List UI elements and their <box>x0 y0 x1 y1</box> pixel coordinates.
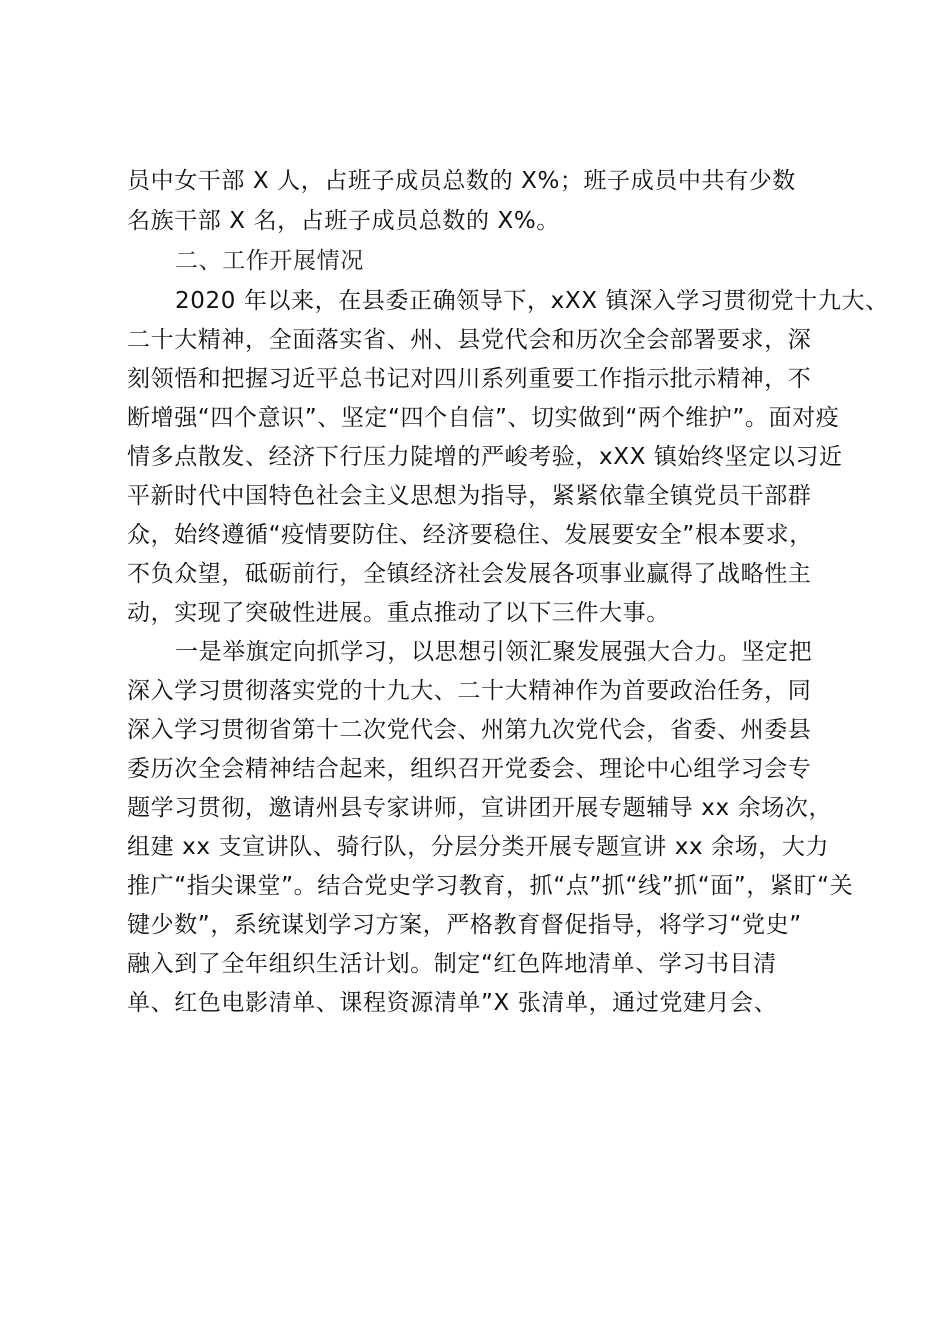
paragraph-line: 一是举旗定向抓学习，以思想引领汇聚发展强大合力。坚定把 <box>175 639 813 665</box>
paragraph-line: 组建 xx 支宣讲队、骑行队，分层分类开展专题宣讲 xx 余场，大力 <box>127 834 830 860</box>
paragraph-line: 不负众望，砥砺前行，全镇经济社会发展各项事业赢得了战略性主 <box>127 561 812 587</box>
paragraph-line: 众，始终遵循“疫情要防住、经济要稳住、发展要安全”根本要求， <box>127 522 813 548</box>
paragraph-line: 2020 年以来，在县委正确领导下，xXX 镇深入学习贯彻党十九大、 <box>175 288 889 314</box>
paragraph-line: 平新时代中国特色社会主义思想为指导，紧紧依靠全镇党员干部群 <box>127 483 812 509</box>
paragraph-line: 情多点散发、经济下行压力陡增的严峻考验，xXX 镇始终坚定以习近 <box>127 444 843 470</box>
paragraph-line: 融入到了全年组织生活计划。制定“红色阵地清单、学习书目清 <box>127 951 777 977</box>
paragraph-line: 断增强“四个意识”、坚定“四个自信”、切实做到“两个维护”。面对疫 <box>127 405 840 431</box>
paragraph-line: 深入学习贯彻落实党的十九大、二十大精神作为首要政治任务，同 <box>127 678 812 704</box>
paragraph-line: 二十大精神，全面落实省、州、县党代会和历次全会部署要求，深 <box>127 327 812 353</box>
paragraph-line: 推广“指尖课堂”。结合党史学习教育，抓“点”抓“线”抓“面”，紧盯“关 <box>127 873 854 899</box>
paragraph-line: 单、红色电影清单、课程资源清单”X 张清单，通过党建月会、 <box>127 990 778 1016</box>
paragraph-line: 题学习贯彻，邀请州县专家讲师，宣讲团开展专题辅导 xx 余场次， <box>127 795 833 821</box>
paragraph-line: 动，实现了突破性进展。重点推动了以下三件大事。 <box>127 600 670 626</box>
paragraph-line: 刻领悟和把握习近平总书记对四川系列重要工作指示批示精神，不 <box>127 366 812 392</box>
paragraph-line: 键少数”，系统谋划学习方案，严格教育督促指导，将学习“党史” <box>127 912 802 938</box>
paragraph-line: 员中女干部 X 人，占班子成员总数的 X%；班子成员中共有少数 <box>127 168 796 194</box>
section-heading: 二、工作开展情况 <box>175 248 364 274</box>
paragraph-line: 委历次全会精神结合起来，组织召开党委会、理论中心组学习会专 <box>127 756 812 782</box>
paragraph-line: 深入学习贯彻省第十二次党代会、州第九次党代会，省委、州委县 <box>127 717 812 743</box>
paragraph-line: 名族干部 X 名，占班子成员总数的 X%。 <box>127 208 560 234</box>
